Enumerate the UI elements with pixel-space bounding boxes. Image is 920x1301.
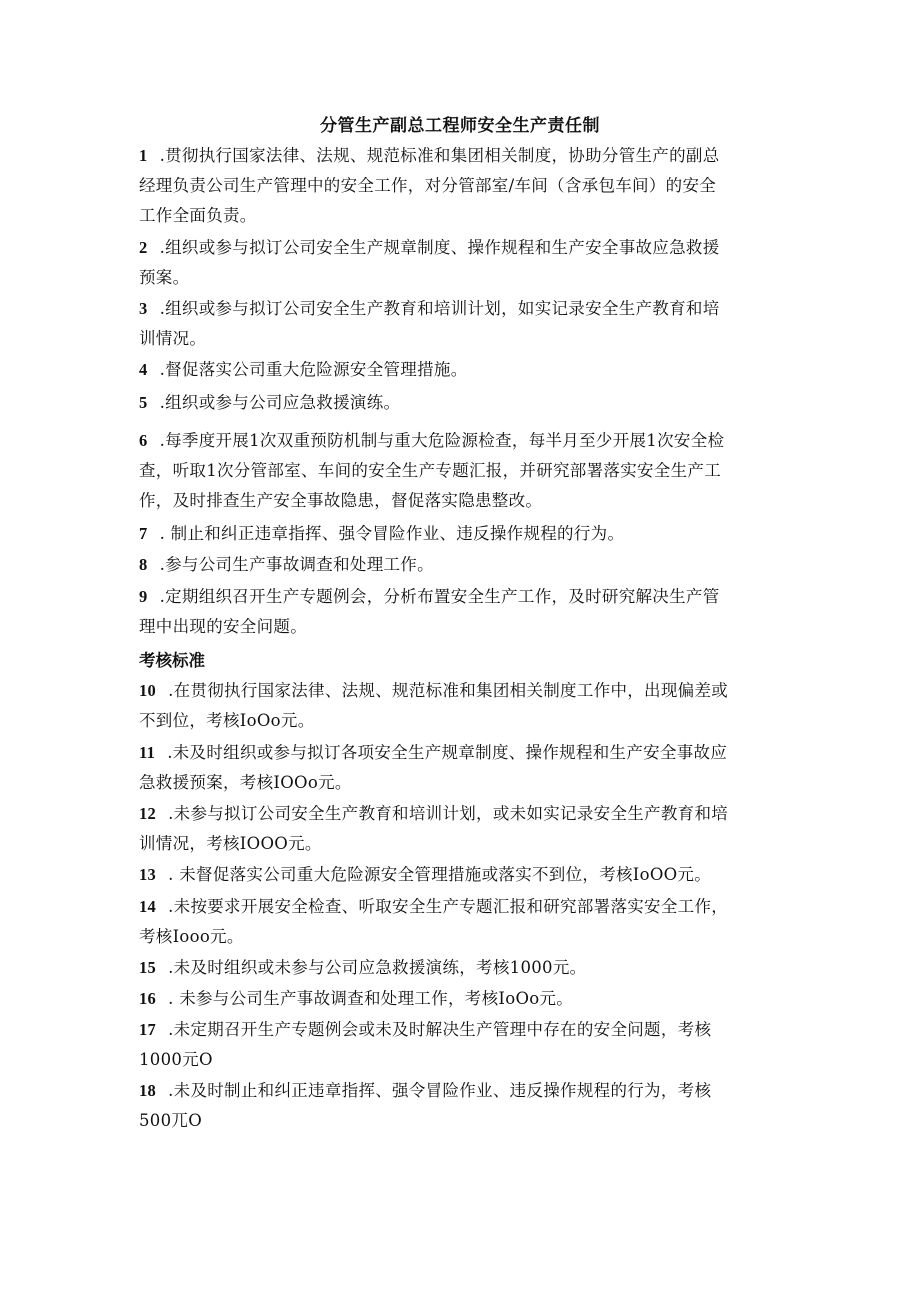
duty-item-4 [139, 355, 789, 385]
assessment-item-16 [139, 984, 789, 1014]
item-text-line: 考核Iooo元。 [139, 927, 244, 946]
item-text-line: .督促落实公司重大危险源安全管理措施。 [159, 360, 468, 379]
item-number: 4 [139, 360, 148, 379]
item-text-line: .定期组织召开生产专题例会，分析布置安全生产工作，及时研究解决生产管 [159, 587, 720, 606]
item-text-line: .贯彻执行国家法律、法规、规范标准和集团相关制度，协助分管生产的副总 [159, 146, 720, 165]
item-text-line: . 未参与公司生产事故调查和处理工作，考核IoOo元。 [168, 989, 574, 1008]
item-number: 18 [139, 1081, 157, 1100]
item-text-line: .组织或参与公司应急救援演练。 [159, 393, 401, 412]
item-text-line: 训情况，考核IOOO元。 [139, 834, 322, 853]
item-text-line: 作，及时排查生产安全事故隐患，督促落实隐患整改。 [139, 491, 543, 510]
duty-item-6 [139, 426, 789, 516]
duty-item-8 [139, 550, 789, 580]
item-number: 14 [139, 897, 157, 916]
item-number: 1 [139, 146, 148, 165]
item-text-line: 1000元O [139, 1050, 213, 1069]
item-number: 15 [139, 958, 157, 977]
document-title: 分管生产副总工程师安全生产责任制 [320, 116, 600, 136]
item-number: 16 [139, 989, 157, 1008]
item-text-line: 不到位，考核IoOo元。 [139, 711, 315, 730]
item-number: 5 [139, 393, 148, 412]
item-number: 17 [139, 1020, 157, 1039]
item-number: 12 [139, 804, 157, 823]
item-text-line: .未及时组织或参与拟订各项安全生产规章制度、操作规程和生产安全事故应 [167, 743, 728, 762]
item-number: 9 [139, 587, 148, 606]
item-text-line: .未按要求开展安全检查、听取安全生产专题汇报和研究部署落实安全工作， [168, 897, 729, 916]
item-text-line: 500兀O [139, 1111, 203, 1130]
item-text-line: .组织或参与拟订公司安全生产规章制度、操作规程和生产安全事故应急救援 [159, 238, 720, 257]
assessment-item-14 [139, 892, 789, 952]
item-text-line: .未及时组织或未参与公司应急救援演练，考核1000元。 [168, 958, 587, 977]
item-number: 6 [139, 431, 148, 450]
item-text-line: . 制止和纠正违章指挥、强令冒险作业、违反操作规程的行为。 [159, 524, 625, 543]
item-text-line: .组织或参与拟订公司安全生产教育和培训计划，如实记录安全生产教育和培 [159, 299, 720, 318]
item-text-line: 理中出现的安全问题。 [139, 617, 307, 636]
duty-item-9 [139, 582, 789, 642]
duty-item-5 [139, 388, 789, 418]
item-text-line: 经理负责公司生产管理中的安全工作，对分管部室/车间（含承包车间）的安全 [139, 176, 717, 195]
item-text-line: 预案。 [139, 268, 190, 287]
item-number: 11 [139, 743, 156, 762]
item-text-line: .未定期召开生产专题例会或未及时解决生产管理中存在的安全问题，考核 [168, 1020, 712, 1039]
assessment-item-15 [139, 953, 789, 983]
item-text-line: 查，听取1次分管部室、车间的安全生产专题汇报，并研究部署落实安全生产工 [139, 461, 721, 480]
duty-item-3 [139, 294, 789, 354]
assessment-item-12 [139, 799, 789, 859]
assessment-item-17 [139, 1015, 789, 1075]
item-text-line: 工作全面负责。 [139, 206, 257, 225]
duty-item-1 [139, 141, 789, 231]
item-text-line: 训情况。 [139, 329, 207, 348]
assessment-item-13 [139, 860, 789, 890]
item-text-line: .未及时制止和纠正违章指挥、强令冒险作业、违反操作规程的行为，考核 [168, 1081, 712, 1100]
item-text-line: . 未督促落实公司重大危险源安全管理措施或落实不到位，考核IoOO元。 [168, 865, 712, 884]
assessment-item-11 [139, 738, 789, 798]
item-number: 7 [139, 524, 148, 543]
item-text-line: .未参与拟订公司安全生产教育和培训计划，或未如实记录安全生产教育和培 [168, 804, 729, 823]
item-text-line: .在贯彻执行国家法律、法规、规范标准和集团相关制度工作中，出现偏差或 [168, 681, 729, 700]
item-number: 8 [139, 555, 148, 574]
item-number: 10 [139, 681, 157, 700]
item-number: 2 [139, 238, 148, 257]
assessment-heading: 考核标准 [139, 651, 205, 670]
duty-item-2 [139, 233, 789, 293]
item-text-line: .每季度开展1次双重预防机制与重大危险源检查，每半月至少开展1次安全检 [159, 431, 725, 450]
assessment-item-10 [139, 676, 789, 736]
item-text-line: 急救援预案，考核IOOo元。 [139, 773, 352, 792]
item-number: 13 [139, 865, 157, 884]
duty-item-7 [139, 519, 789, 549]
item-number: 3 [139, 299, 148, 318]
assessment-item-18 [139, 1076, 789, 1136]
item-text-line: .参与公司生产事故调查和处理工作。 [159, 555, 434, 574]
